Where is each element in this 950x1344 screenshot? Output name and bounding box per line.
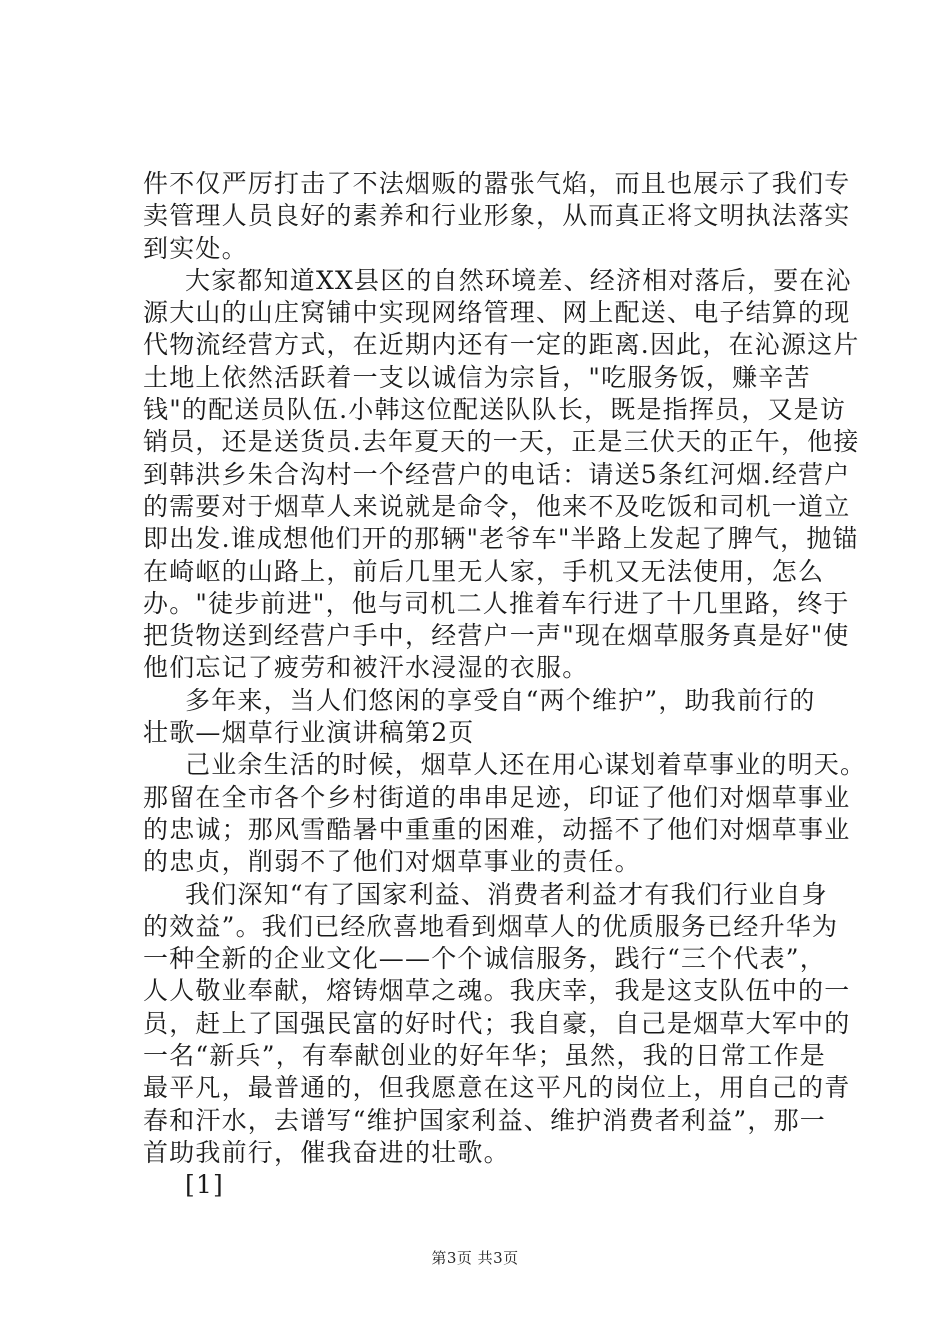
text-line: 办。"徒步前进"，他与司机二人推着车行进了十几里路，终于	[143, 588, 850, 618]
text-line: 销员，还是送货员.去年夏天的一天，正是三伏天的正午，他接	[143, 427, 860, 457]
paragraph-start-line: 我们深知“有了国家利益、消费者利益才有我们行业自身	[185, 879, 828, 909]
text-line: 把货物送到经营户手中，经营户一声"现在烟草服务真是好"使	[143, 621, 850, 651]
text-line: 一种全新的企业文化——个个诚信服务，践行“三个代表”，	[143, 944, 826, 974]
text-line: 人人敬业奉献，熔铸烟草之魂。我庆幸，我是这支队伍中的一	[143, 976, 851, 1006]
text-line: 壮歌—烟草行业演讲稿第2页	[143, 718, 475, 748]
text-line: 源大山的山庄窝铺中实现网络管理、网上配送、电子结算的现	[143, 298, 851, 328]
text-line: 件不仅严厉打击了不法烟贩的嚣张气焰，而且也展示了我们专	[143, 169, 851, 198]
reference-marker: [1]	[185, 1170, 225, 1200]
text-line: 代物流经营方式，在近期内还有一定的距离.因此，在沁源这片	[143, 330, 860, 360]
text-line: 的忠贞，削弱不了他们对烟草事业的责任。	[143, 847, 641, 877]
text-line: 土地上依然活跃着一支以诚信为宗旨，"吃服务饭，赚辛苦	[143, 362, 811, 392]
text-line: 卖管理人员良好的素养和行业形象，从而真正将文明执法落实	[143, 201, 851, 231]
text-line: 即出发.谁成想他们开的那辆"老爷车"半路上发起了脾气，抛锚	[143, 524, 859, 554]
text-line: 员，赶上了国强民富的好时代；我自豪，自己是烟草大军中的	[143, 1008, 851, 1038]
text-line: 在崎岖的山路上，前后几里无人家，手机又无法使用，怎么	[143, 556, 825, 586]
document-body	[143, 168, 867, 1202]
text-line: 到韩洪乡朱合沟村一个经营户的电话：请送5条红河烟.经营户	[143, 459, 851, 489]
text-line: 首助我前行，催我奋进的壮歌。	[143, 1137, 510, 1167]
paragraph-start-line: 大家都知道XX县区的自然环境差、经济相对落后，要在沁	[185, 265, 852, 295]
paragraph-start-line: 多年来，当人们悠闲的享受自“两个维护”，助我前行的	[185, 685, 816, 715]
text-line: 春和汗水，去谱写“维护国家利益、维护消费者利益”，那一	[143, 1105, 826, 1135]
text-line: 最平凡，最普通的，但我愿意在这平凡的岗位上，用自己的青	[143, 1073, 851, 1103]
text-line: 的忠诚；那风雪酷暑中重重的困难，动摇不了他们对烟草事业	[143, 814, 851, 844]
text-line: 到实处。	[143, 233, 248, 263]
text-line: 的效益”。我们已经欣喜地看到烟草人的优质服务已经升华为	[143, 911, 839, 941]
paragraph-start-line: 己业余生活的时候，烟草人还在用心谋划着草事业的明天。	[185, 750, 867, 780]
page-footer: 第3页 共3页	[431, 1249, 519, 1267]
text-line: 一名“新兵”，有奉献创业的好年华；虽然，我的日常工作是	[143, 1041, 826, 1071]
text-line: 那留在全市各个乡村街道的串串足迹，印证了他们对烟草事业	[143, 782, 851, 812]
text-line: 钱"的配送员队伍.小韩这位配送队队长，既是指挥员，又是访	[143, 395, 847, 425]
text-line: 他们忘记了疲劳和被汗水浸湿的衣服。	[143, 653, 589, 683]
text-line: 的需要对于烟草人来说就是命令，他来不及吃饭和司机一道立	[143, 491, 851, 521]
